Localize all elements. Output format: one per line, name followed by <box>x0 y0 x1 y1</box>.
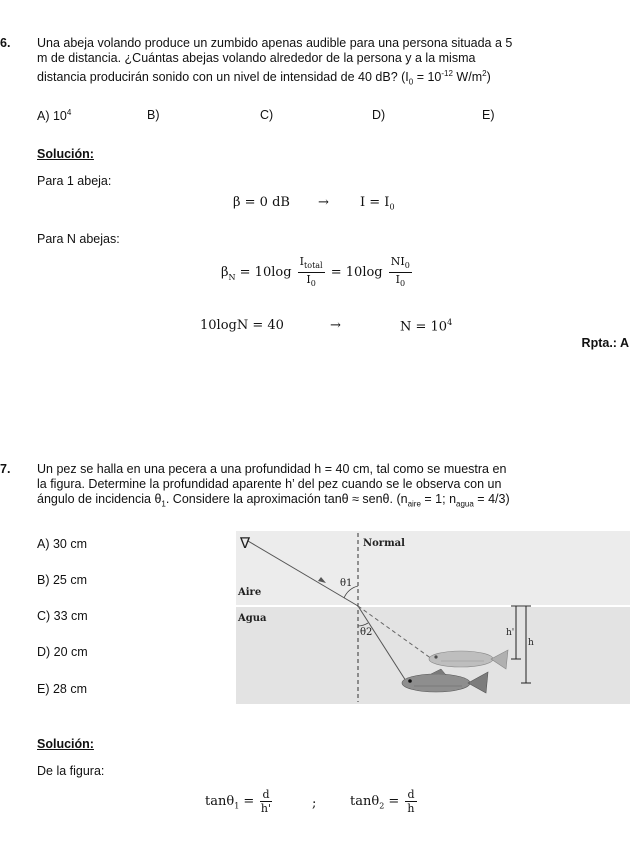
q7-option-a: A) 30 cm <box>37 537 88 551</box>
q7-option-b: B) 25 cm <box>37 573 88 587</box>
q7-eq-tan1: tanθ$_1$ = $\frac{d}{h'}$ <box>205 788 272 815</box>
normal-label: Normal <box>363 538 405 549</box>
q6-number: 6. <box>0 36 11 50</box>
q6-option-b: B) <box>147 108 160 122</box>
water-label: Agua <box>238 613 267 624</box>
theta1-label: θ1 <box>340 578 353 589</box>
h-prime-label: h' <box>506 628 515 638</box>
q6-case-n-bees: Para N abejas: <box>37 232 120 246</box>
eye-icon: ∇ <box>240 534 251 552</box>
q7-option-e: E) 28 cm <box>37 682 88 696</box>
q6-case-one-bee: Para 1 abeja: <box>37 174 112 188</box>
q6-solution-title: Solución: <box>37 147 94 161</box>
q6-option-a: A) $10^4$ <box>37 108 72 124</box>
q6-eq3-arrow: → <box>330 318 341 333</box>
h-label: h <box>528 638 534 648</box>
q6-eq2: $\beta_N = 10\log$ $\frac{I_{total}}{I_0}$ = 10log $\frac{NI_0}{I_0}$ <box>221 255 410 289</box>
q7-eq-separator: ; <box>312 796 317 811</box>
q7-from-figure: De la figura: <box>37 764 105 778</box>
q6-answer: Rpta.: A <box>581 336 629 350</box>
q7-text <box>37 462 631 512</box>
q7-option-d: D) 20 cm <box>37 645 88 659</box>
q6-option-c: C) <box>260 108 274 122</box>
theta2-label: θ2 <box>360 627 373 638</box>
refraction-figure <box>236 531 630 704</box>
q6-eq3-left: 10logN = 40 <box>200 318 284 333</box>
q6-eq2-frac1: $\frac{I_{total}}{I_0}$ <box>299 255 323 289</box>
q7-text-line2: la figura. Determine la profundidad aparente h’ del pez cuando se le observa con un <box>37 477 502 491</box>
q7-solution-title: Solución: <box>37 737 94 751</box>
q7-eq-tan2: tanθ$_2$ = $\frac{d}{h}$ <box>350 788 415 815</box>
refraction-figure-svg <box>236 531 630 704</box>
q6-eq1-left: β = 0 dB <box>233 195 290 210</box>
air-label: Aire <box>238 587 262 598</box>
q6-eq1-right: $I = I_0$ <box>360 195 395 212</box>
q6-eq1-arrow: → <box>318 195 329 210</box>
q7-eq-tan2-frac: $\frac{d}{h}$ <box>407 788 415 815</box>
q6-eq3-right: $N = 10^4$ <box>400 318 453 335</box>
q6-text-line3: distancia producirán sonido con un nivel de intensidad de 40 dB? ($I_0 = 10^{-12}$ $W/m^2$) <box>37 69 491 87</box>
q7-text-line3: ángulo de incidencia $\theta_1$. Considere la aproximación tanθ ≈ senθ. ($n_{aire} = 1$; $n_{agua} = 4/3$) <box>37 492 510 509</box>
q7-text-line1: Un pez se halla en una pecera a una profundidad h = 40 cm, tal como se muestra en <box>37 462 507 476</box>
q6-eq2-frac2: $\frac{NI_0}{I_0}$ <box>390 255 410 289</box>
q7-number: 7. <box>0 462 11 476</box>
q6-option-d: D) <box>372 108 386 122</box>
q6-option-e: E) <box>482 108 495 122</box>
q6-text-line1: Una abeja volando produce un zumbido apenas audible para una persona situada a 5 <box>37 36 513 50</box>
q6-text <box>37 36 631 90</box>
q7-eq-tan1-frac: $\frac{d}{h'}$ <box>260 788 272 815</box>
q6-text-line2: m de distancia. ¿Cuántas abejas volando alrededor de la persona y a la misma <box>37 51 476 65</box>
q7-option-c: C) 33 cm <box>37 609 88 623</box>
